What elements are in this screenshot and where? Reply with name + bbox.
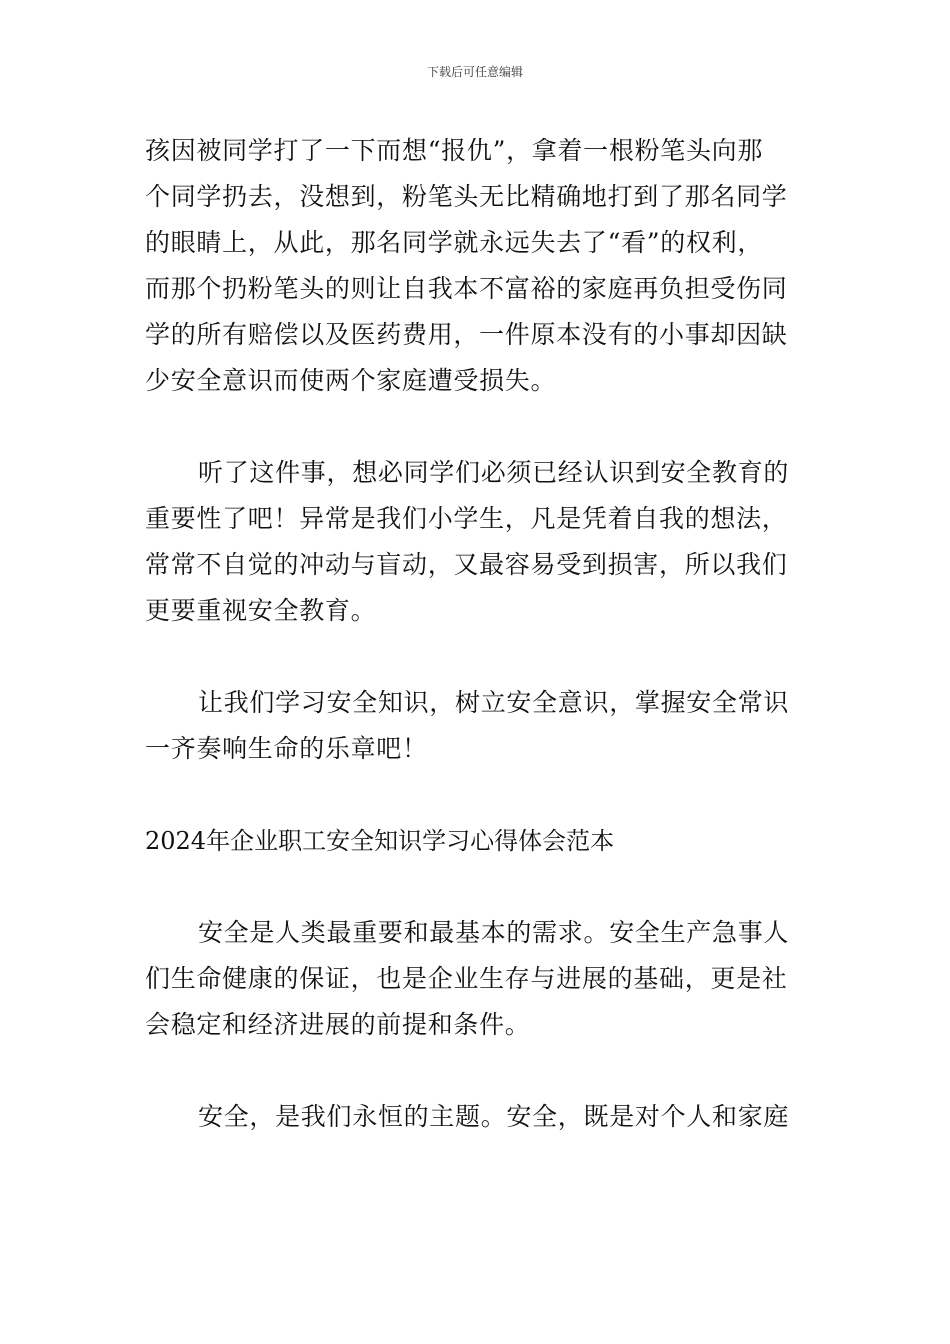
header-note: 下载后可任意编辑	[426, 65, 523, 79]
text-line: 听了这件事，想必同学们必须已经认识到安全教育的	[198, 458, 790, 487]
heading-text: 2024年企业职工安全知识学习心得体会范本	[145, 827, 615, 855]
paragraph-gap	[145, 772, 809, 818]
text-line: 更要重视安全教育。	[145, 596, 377, 625]
text-line: 会稳定和经济进展的前提和条件。	[145, 1010, 531, 1039]
text-line: 少安全意识而使两个家庭遭受损失。	[145, 366, 557, 395]
text-line: 安全是人类最重要和最基本的需求。安全生产急事人	[198, 918, 790, 947]
section-heading	[145, 818, 809, 864]
text-line: 一齐奏响生命的乐章吧！	[145, 734, 428, 763]
text-line: 让我们学习安全知识，树立安全意识，掌握安全常识	[198, 688, 790, 717]
paragraph-gap	[145, 634, 809, 680]
paragraph-call-to-action	[145, 680, 809, 772]
paragraph-gap	[145, 864, 809, 910]
paragraph-story	[145, 128, 809, 404]
text-line: 重要性了吧！异常是我们小学生，凡是凭着自我的想法，	[145, 504, 788, 533]
text-line: 的眼睛上，从此，那名同学就永远失去了“看”的权利，	[145, 228, 764, 257]
text-line: 们生命健康的保证，也是企业生存与进展的基础，更是社	[145, 964, 788, 993]
text-line: 而那个扔粉笔头的则让自我本不富裕的家庭再负担受伤同	[145, 274, 788, 303]
document-body	[145, 128, 809, 1140]
text-line: 安全，是我们永恒的主题。安全，既是对个人和家庭	[198, 1102, 790, 1131]
paragraph-gap	[145, 404, 809, 450]
text-line: 个同学扔去，没想到，粉笔头无比精确地打到了那名同学	[145, 182, 788, 211]
paragraph-gap	[145, 1048, 809, 1094]
paragraph-importance	[145, 450, 809, 634]
text-line: 学的所有赔偿以及医药费用，一件原本没有的小事却因缺	[145, 320, 788, 349]
paragraph-eternal-theme	[145, 1094, 809, 1140]
text-line: 常常不自觉的冲动与盲动，又最容易受到损害，所以我们	[145, 550, 788, 579]
paragraph-safety-needs	[145, 910, 809, 1048]
text-line: 孩因被同学打了一下而想“报仇”，拿着一根粉笔头向那	[145, 136, 764, 165]
